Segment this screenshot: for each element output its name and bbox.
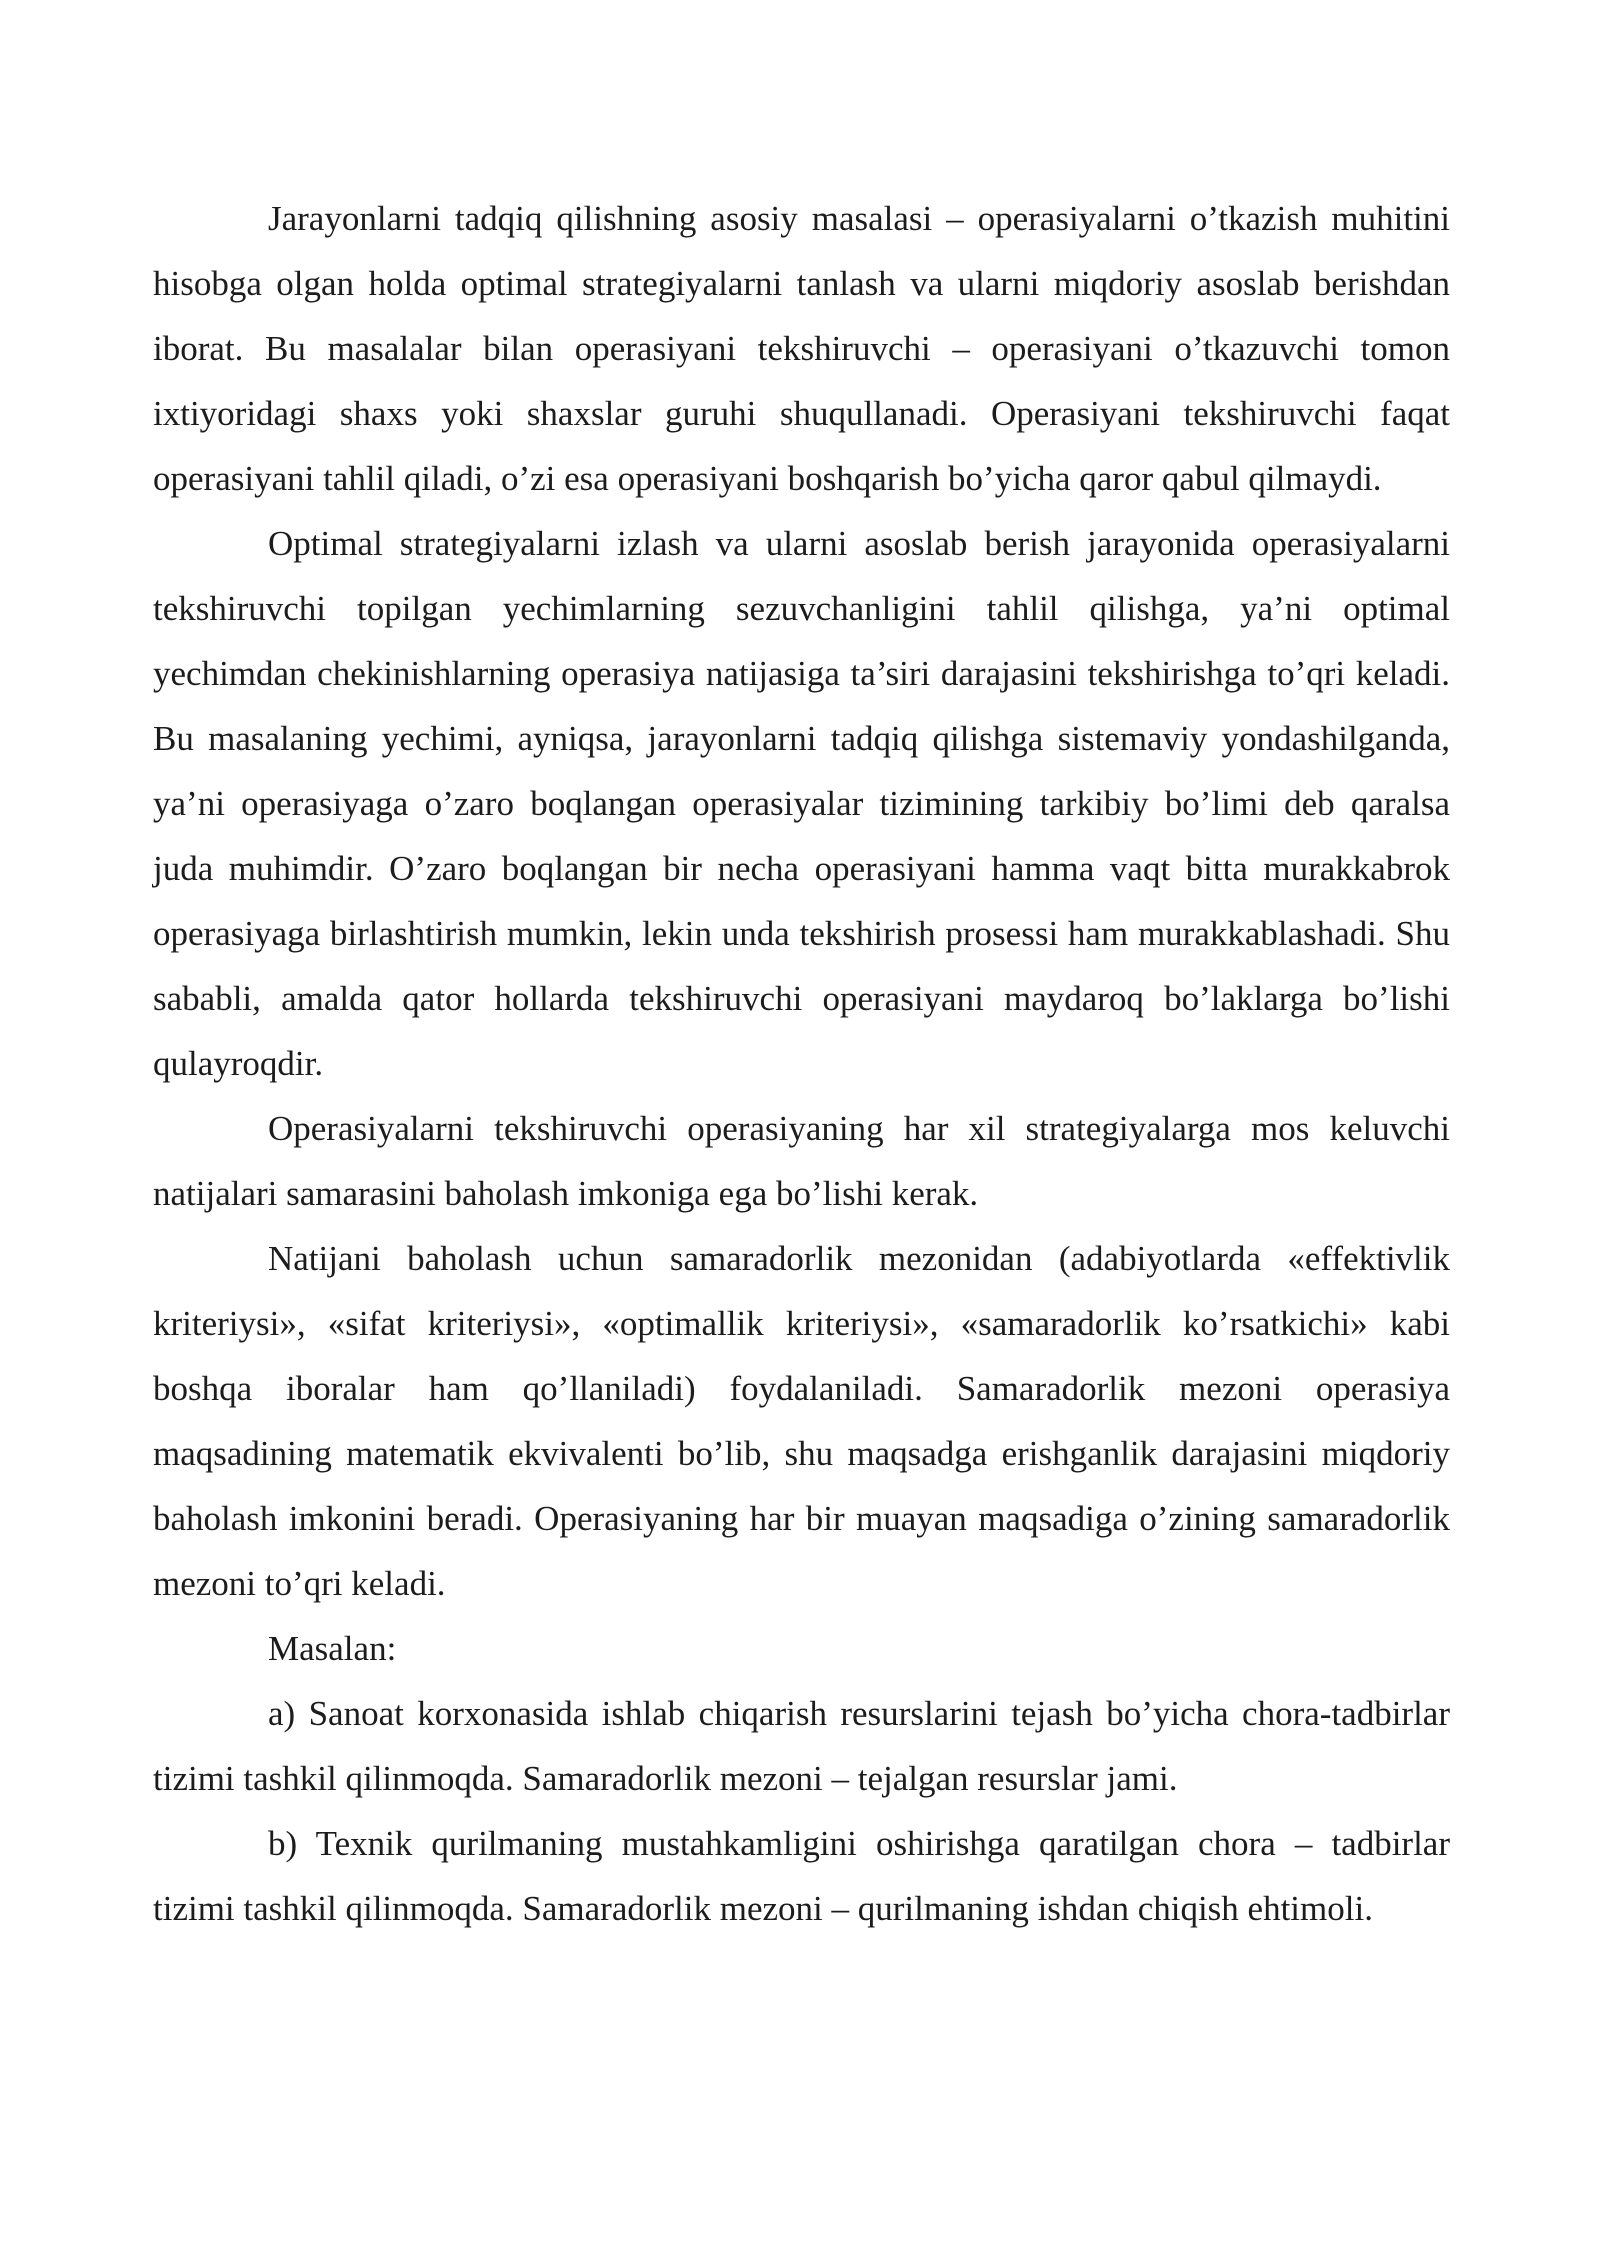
paragraph-evaluation: Operasiyalarni tekshiruvchi operasiyaning har xil strategiyalarga mos keluvchi natijalari samarasini baholash imkoniga ega bo’lishi kerak.	[153, 1109, 1450, 1213]
document-page	[153, 186, 1450, 1941]
paragraph-example-a: a) Sanoat korxonasida ishlab chiqarish resurslarini tejash bo’yicha chora-tadbirlar tizimi tashkil qilinmoqda. Samaradorlik mezoni – tejalgan resurslar jami.	[153, 1694, 1450, 1798]
paragraph-example-heading: Masalan:	[268, 1629, 397, 1668]
paragraph-intro: Jarayonlarni tadqiq qilishning asosiy masalasi – operasiyalarni o’tkazish muhitini hisobga olgan holda optimal strategiyalarni tanlash va ularni miqdoriy asoslab berishdan iborat. Bu masalalar bilan operasiyani tekshiruvchi – operasiyani o’tkazuvchi tomon ixtiyoridagi shaxs yoki shaxslar guruhi shuqullanadi. Operasiyani tekshiruvchi faqat operasiyani tahlil qiladi, o’zi esa operasiyani boshqarish bo’yicha qaror qabul qilmaydi.	[153, 199, 1450, 498]
paragraph-optimal-strategies: Optimal strategiyalarni izlash va ularni asoslab berish jarayonida operasiyalarni tekshiruvchi topilgan yechimlarning sezuvchanligini tahlil qilishga, ya’ni optimal yechimdan chekinishlarning operasiya natijasiga ta’siri darajasini tekshirishga to’qri keladi. Bu masalaning yechimi, ayniqsa, jarayonlarni tadqiq qilishga sistemaviy yondashilganda, ya’ni operasiyaga o’zaro boqlangan operasiyalar tizimining tarkibiy bo’limi deb qaralsa juda muhimdir. O’zaro boqlangan bir necha operasiyani hamma vaqt bitta murakkabrok operasiyaga birlashtirish mumkin, lekin unda tekshirish prosessi ham murakkablashadi. Shu sababli, amalda qator hollarda tekshiruvchi operasiyani maydaroq bo’laklarga bo’lishi qulayroqdir.	[153, 524, 1450, 1083]
paragraph-efficiency-criterion: Natijani baholash uchun samaradorlik mezonidan (adabiyotlarda «effektivlik kriteriysi», «sifat kriteriysi», «optimallik kriteriysi», «samaradorlik ko’rsatkichi» kabi boshqa iboralar ham qo’llaniladi) foydalaniladi. Samaradorlik mezoni operasiya maqsadining matematik ekvivalenti bo’lib, shu maqsadga erishganlik darajasini miqdoriy baholash imkonini beradi. Operasiyaning har bir muayan maqsadiga o’zining samaradorlik mezoni to’qri keladi.	[153, 1239, 1450, 1603]
paragraph-example-b: b) Texnik qurilmaning mustahkamligini oshirishga qaratilgan chora – tadbirlar tizimi tashkil qilinmoqda. Samaradorlik mezoni – qurilmaning ishdan chiqish ehtimoli.	[153, 1824, 1450, 1928]
